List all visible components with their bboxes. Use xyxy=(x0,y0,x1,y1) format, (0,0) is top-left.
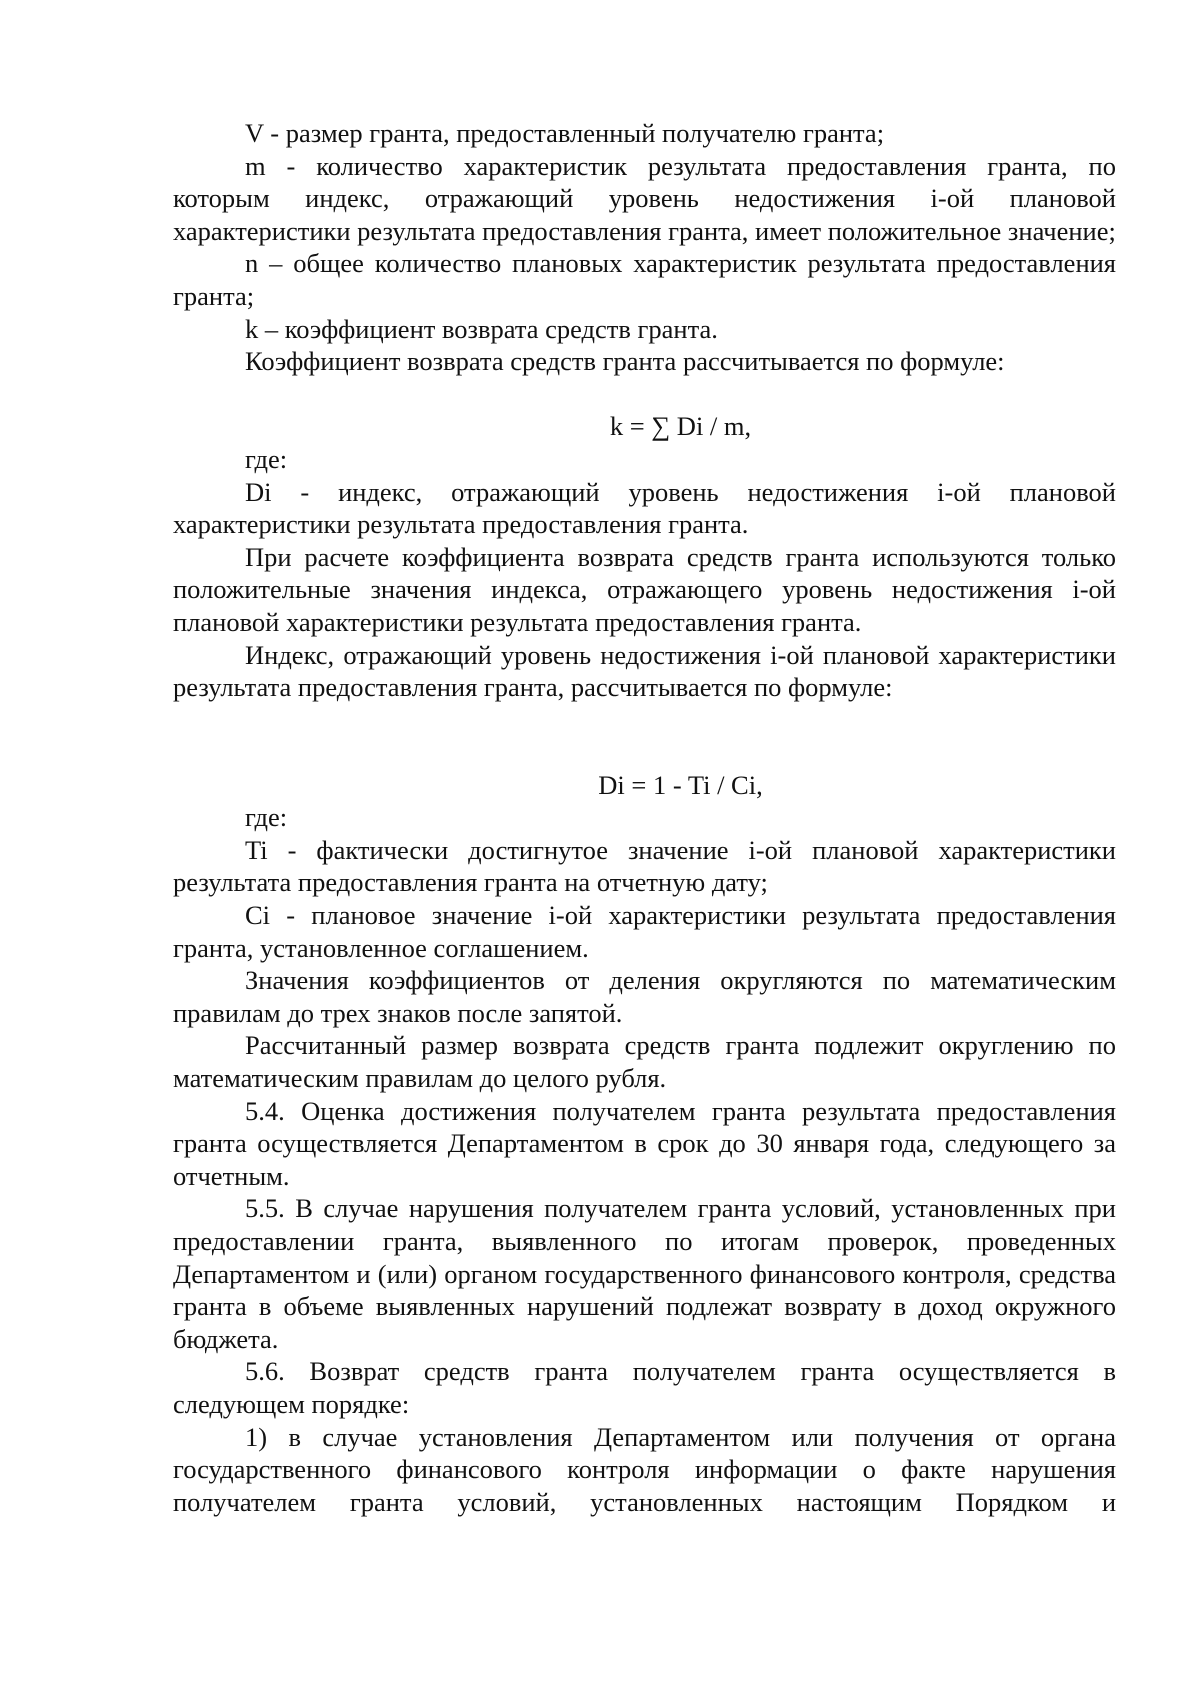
paragraph-v-definition: V - размер гранта, предоставленный получателю гранта; xyxy=(245,118,885,148)
paragraph-section-5-5: 5.5. В случае нарушения получателем гранта условий, установленных при предоставлении гранта, выявленного по итогам проверок, проведенных Департаментом и (или) органом государственного финансового контроля, средства гранта в объеме выявленных нарушений подлежат возврату в доход окружного бюджета. xyxy=(173,1193,1116,1354)
paragraph-where-1: где: xyxy=(245,443,288,474)
paragraph-n-definition: n – общее количество плановых характеристик результата предоставления гранта; xyxy=(173,248,1116,311)
formula-k: k = ∑ Di / m, xyxy=(609,411,752,442)
paragraph-positive-values: При расчете коэффициента возврата средств гранта используются только положительные значения индекса, отражающего уровень недостижения i-ой плановой характеристики результата предоставления гранта. xyxy=(173,541,1116,637)
formula-di: Di = 1 - Ti / Ci, xyxy=(598,769,763,800)
document-body xyxy=(173,117,1116,1518)
paragraph-section-5-6: 5.6. Возврат средств гранта получателем гранта осуществляется в следующем порядке: xyxy=(173,1356,1116,1419)
paragraph-di-definition: Di - индекс, отражающий уровень недостижения i-ой плановой характеристики результата предоставления гранта. xyxy=(173,476,1116,540)
paragraph-section-5-4: 5.4. Оценка достижения получателем гранта результата предоставления гранта осуществляется Департаментом в срок до 30 января года, следующего за отчетным. xyxy=(173,1095,1116,1191)
paragraph-where-2: где: xyxy=(245,802,288,833)
paragraph-item-1: 1) в случае установления Департаментом или получения от органа государственного финансового контроля информации о факте нарушения получателем гранта условий, установленных настоящим Порядком и xyxy=(173,1421,1116,1517)
paragraph-rounding-coefficients: Значения коэффициентов от деления округляются по математическим правилам до трех знаков после запятой. xyxy=(173,965,1116,1028)
paragraph-m-definition: m - количество характеристик результата предоставления гранта, по которым индекс, отражающий уровень недостижения i-ой плановой характеристики результата предоставления гранта, имеет положительное значение; xyxy=(173,150,1116,246)
paragraph-ci-definition: Ci - плановое значение i-ой характеристики результата предоставления гранта, установленное соглашением. xyxy=(173,900,1116,963)
paragraph-ti-definition: Ti - фактически достигнутое значение i-ой плановой характеристики результата предоставления гранта на отчетную дату; xyxy=(173,834,1116,898)
paragraph-k-formula-intro: Коэффициент возврата средств гранта рассчитывается по формуле: xyxy=(245,346,1005,377)
paragraph-rounding-amount: Рассчитанный размер возврата средств гранта подлежит округлению по математическим правилам до целого рубля. xyxy=(173,1030,1116,1094)
paragraph-di-formula-intro: Индекс, отражающий уровень недостижения i-ой плановой характеристики результата предоставления гранта, рассчитывается по формуле: xyxy=(173,639,1116,703)
paragraph-k-definition: k – коэффициент возврата средств гранта. xyxy=(245,313,718,344)
